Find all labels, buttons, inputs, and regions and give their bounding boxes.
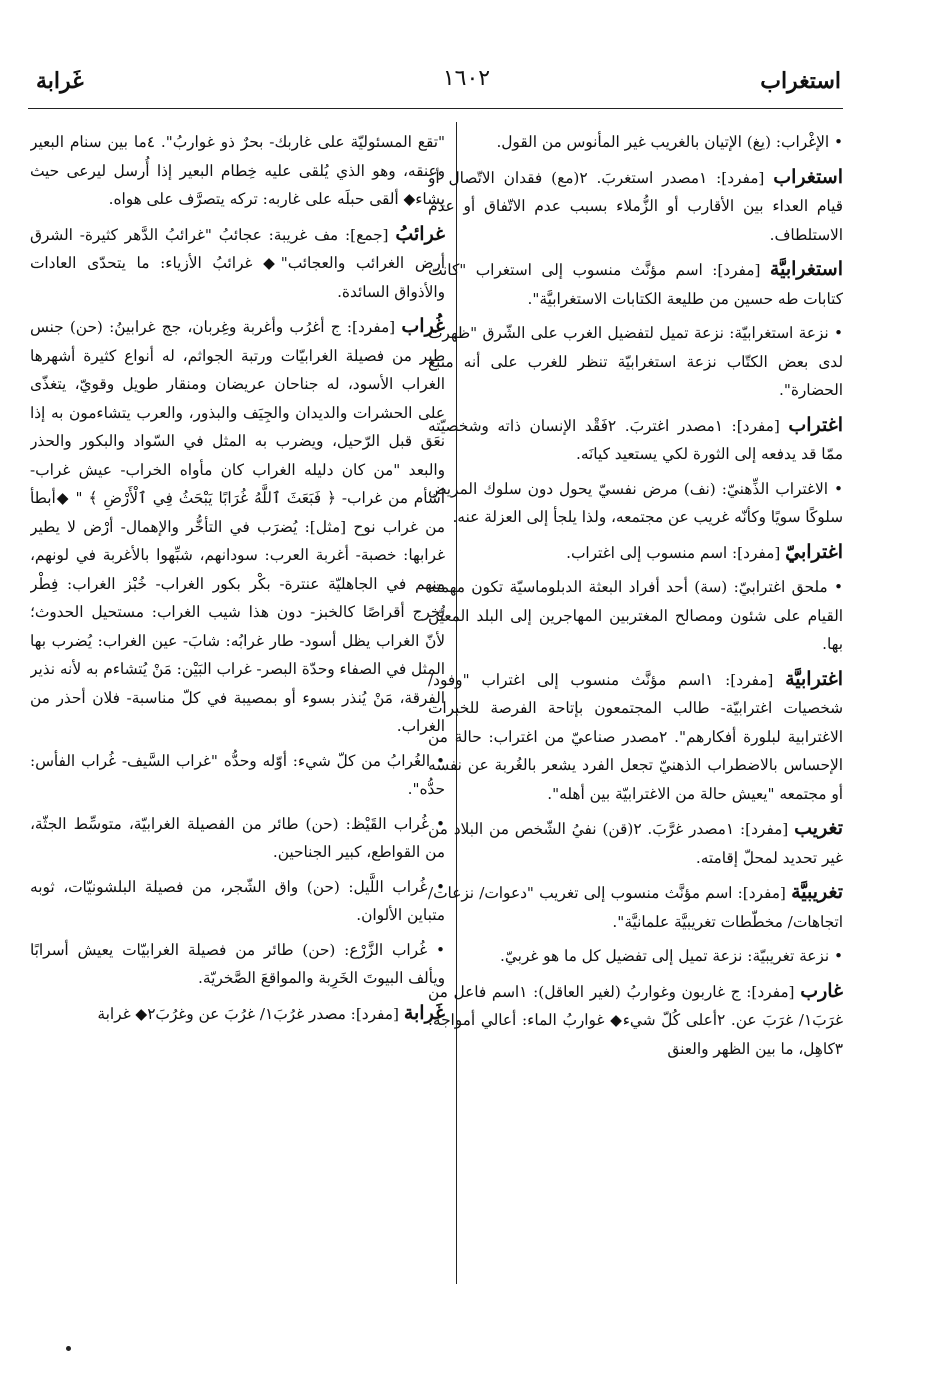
entry-definition: [مفرد]: ج غاربون وغواربُ (لغير العاقل): ١اسم فاعل من غرَبَ١/ غرَبَ عن. ٢أعلى كُلّ شيء◆ غواربُ الماء: أعالي أمواجه. ٣كاهِل، ما بين الظهر والعنق (428, 982, 843, 1058)
entry-headword: اغترابيّ (785, 540, 843, 563)
entry-headword: غرائبُ (395, 222, 445, 245)
entry-definition: • نزعة استغرابيّة: نزعة تميل لتفضيل الغرب على الشّرق "ظهرت لدى بعض الكتّاب نزعة استغرابيّة تنظر للغرب على أنه منبع الحضارة". (428, 324, 843, 399)
entry-definition: [مفرد]: اسم منسوب إلى اغتراب. (566, 543, 786, 562)
entry-headword: استغرابيَّة (769, 258, 843, 280)
dictionary-entry (30, 747, 445, 804)
entry-definition: [مفرد]: مصدر غرُبَ١/ غرُبَ عن وغرُبَ٢◆ غرابة (97, 1004, 404, 1023)
dictionary-entry (428, 977, 843, 1064)
right-column (428, 128, 843, 1283)
page-number: ١٦٠٢ (442, 66, 491, 91)
entry-definition: [مفرد]: اسم مؤنَّث منسوب إلى استغراب "كانت كتابات طه حسين من طليعة الكتابات الاستغرابيَّة". (428, 261, 843, 308)
entry-definition: [مفرد]: ١مصدر اغتربَ. ٢فَقْد الإنسان ذاته وشخصيّته ممّا قد يدفعه إلى الثورة لكي يستعيد كيانَه. (428, 416, 843, 463)
dictionary-entry (30, 999, 445, 1029)
entry-definition: [مفرد]: ١مصدر غرَّبَ. ٢(قن) نفيُ الشّخص من البلاد من غير تحديد لمحلّ إقامته. (428, 820, 843, 867)
running-header-right: استغراب (760, 68, 841, 94)
entry-definition: [مفرد]: اسم مؤنَّث منسوب إلى تغريب "دعوات/ نزعات/ اتجاهات/ مخطّطات تغريبيَّة علمانيَّة". (428, 884, 843, 931)
ink-dot (66, 1346, 71, 1351)
entry-definition: • الإغْراب: (يغ) الإتيان بالغريب غير المأنوس من القول. (496, 133, 843, 151)
dictionary-entry (30, 810, 445, 867)
dictionary-entry (30, 936, 445, 993)
dictionary-entry (30, 220, 445, 307)
entry-definition: "تقع المسئوليّة على غاربك- بحرٌ ذو غواربُ". ٤ما بين سنام البعير وعنقه، وهو الذي يُلقى عليه خِطام البعير إذا أُرسل ليرعى حيث يشاء◆ ألقى حبلَه على غاربه: تركه يتصرَّف على هواه. (30, 133, 445, 208)
entry-headword: تغريبيَّة (791, 881, 843, 903)
entry-headword: اغترابيَّة (785, 667, 843, 690)
entry-definition: • غُراب اللَّيل: (حن) واق الشّجر، من فصيلة البلشونيّات، ثوبه متباين الألوان. (30, 877, 445, 924)
header-rule (28, 108, 843, 109)
entry-definition: [جمع]: مف غريبة: عجائبُ "غرائبُ الدَّهر كثيرة- الشرق أرض الغرائب والعجائب"◆ غرائبُ الأزياء: ما يتحدّى العادات والأذواق السائدة. (30, 225, 445, 301)
dictionary-entry (428, 163, 843, 250)
dictionary-entry (428, 814, 843, 872)
entry-headword: غارب (800, 979, 843, 1002)
dictionary-entry (30, 873, 445, 930)
entry-headword: غُراب (401, 315, 445, 337)
dictionary-entry (428, 942, 843, 971)
entry-definition: [مفرد]: ١اسم مؤنَّث منسوب إلى اغتراب "وفود/ شخصيات اغترابيّة- طالب المجتمعون بإتاحة الفرصة للخبرات الاغترابية لبلورة أفكارهم". ٢مصدر صناعيّ من اغتراب: حالة من الإحساس بالاضطراب الذهنيّ تجعل الفرد يشعر بالغُربة عن نفسه أو مجتمعه "يعيش حالة من الاغترابيّة بين أهله". (428, 670, 843, 803)
entry-definition: • ملحق اغترابيّ: (سة) أحد أفراد البعثة الدبلوماسيّة تكون مهمته القيام على شئون ومصالح المغتربين المهاجرين إلى البلد المعيّن بها. (428, 578, 843, 653)
dictionary-entry (428, 538, 843, 568)
dictionary-entry (428, 665, 843, 809)
dictionary-entry (428, 878, 843, 936)
entry-headword: استغراب (773, 165, 843, 188)
entry-definition: • الاغتراب الذِّهنيّ: (نف) مرض نفسيّ يحول دون سلوك المريض سلوكًا سويًا وكأنّه غريب عن مجتمعه، ولذا يلجأ إلى العزلة عنه. (428, 479, 843, 526)
entry-headword: تغريب (794, 817, 843, 839)
entry-headword: اغتراب (788, 413, 843, 436)
dictionary-entry (428, 128, 843, 157)
entry-definition: • غُراب القَيْظ: (حن) طائر من الفصيلة الغرابيّة، متوسِّط الجثّة، من القواطع، كبير الجناحين. (30, 814, 445, 861)
running-header-left: غَرابة (36, 68, 84, 94)
entry-headword: غَرابة (403, 1001, 445, 1024)
entry-definition: • نزعة تغريبيّة: نزعة تميل إلى تفضيل كل ما هو غربيّ. (499, 947, 843, 965)
dictionary-entry (428, 319, 843, 405)
dictionary-entry (30, 312, 445, 741)
entry-definition: • غُراب الزَّرْع: (حن) طائر من فصيلة الغرابيّات يعيش أسرابًا ويألف البيوتَ الخَرِبة والمواقعَ الصَّخريّة. (30, 940, 445, 987)
entry-definition: [مفرد]: ج أغرُب وأغربة وغِربان، جج غرابينُ: (حن) جنس طير من فصيلة الغرابيّات ورتبة الجواثم، له أنواع كثيرة أشهرها الغراب الأسود، له جناحان عريضان ومنقار طويل وقويّ، يتغذّى على الحشرات والديدان والجِيَف والبذور، والعرب يتشاءمون به إذا نعَق قبل الرّحيل، ويضرب به المثل في السّواد والبكور والحذر والبعد "من كان دليله الغراب كان مأواه الخراب- عيش غراب- أشأم من غراب- ﴿ فَبَعَثَ ٱللَّهُ غُرَابًا يَبْحَثُ فِي ٱلْأَرْضِ ﴾ " ◆أبطأ من غراب نوح [مثل]: يُضرَب في التأخُّر والإهمال- أرْض لا يطير غرابها: خصبة- أغربة العرب: سودانهم، شبِّهوا بالأغربة في لونهم، منهم في الجاهليّة عنترة- بكْر بكور الغراب- خُبْز الغراب: فِطْر يُخرج أقراصًا كالخبز- دون هذا شيب الغراب: مستحيل الحدوث؛ لأنّ الغراب يظل أسود- طار غرابُه: شابَ- عين الغراب: يُضرب بها المثل في الصفاء وحدّة البصر- غراب البَيْن: مَنْ يُتشاءم به لأنه نذير الفرقة، مَنْ يُنذر بسوء أو بمصيبة في كلّ مناسبة- فلان أحذر من الغراب. (30, 318, 445, 735)
dictionary-entry (428, 475, 843, 532)
dictionary-entry (428, 573, 843, 659)
dictionary-entry (428, 411, 843, 469)
dictionary-entry (30, 128, 445, 214)
entry-definition: • الغُرابُ من كلّ شيء: أوّله وحدُّه "غراب السَّيف- غُراب الفأس: حدُّه". (30, 751, 445, 798)
entry-definition: [مفرد]: ١مصدر استغربَ. ٢(مع) فقدان الاتّصال أو قيام العداء بين الأقارب أو الزُّملاء بسبب عدم الاتّفاق أو عدم الاستلطاف. (428, 168, 843, 244)
dictionary-entry (428, 255, 843, 313)
left-column (30, 128, 445, 1283)
